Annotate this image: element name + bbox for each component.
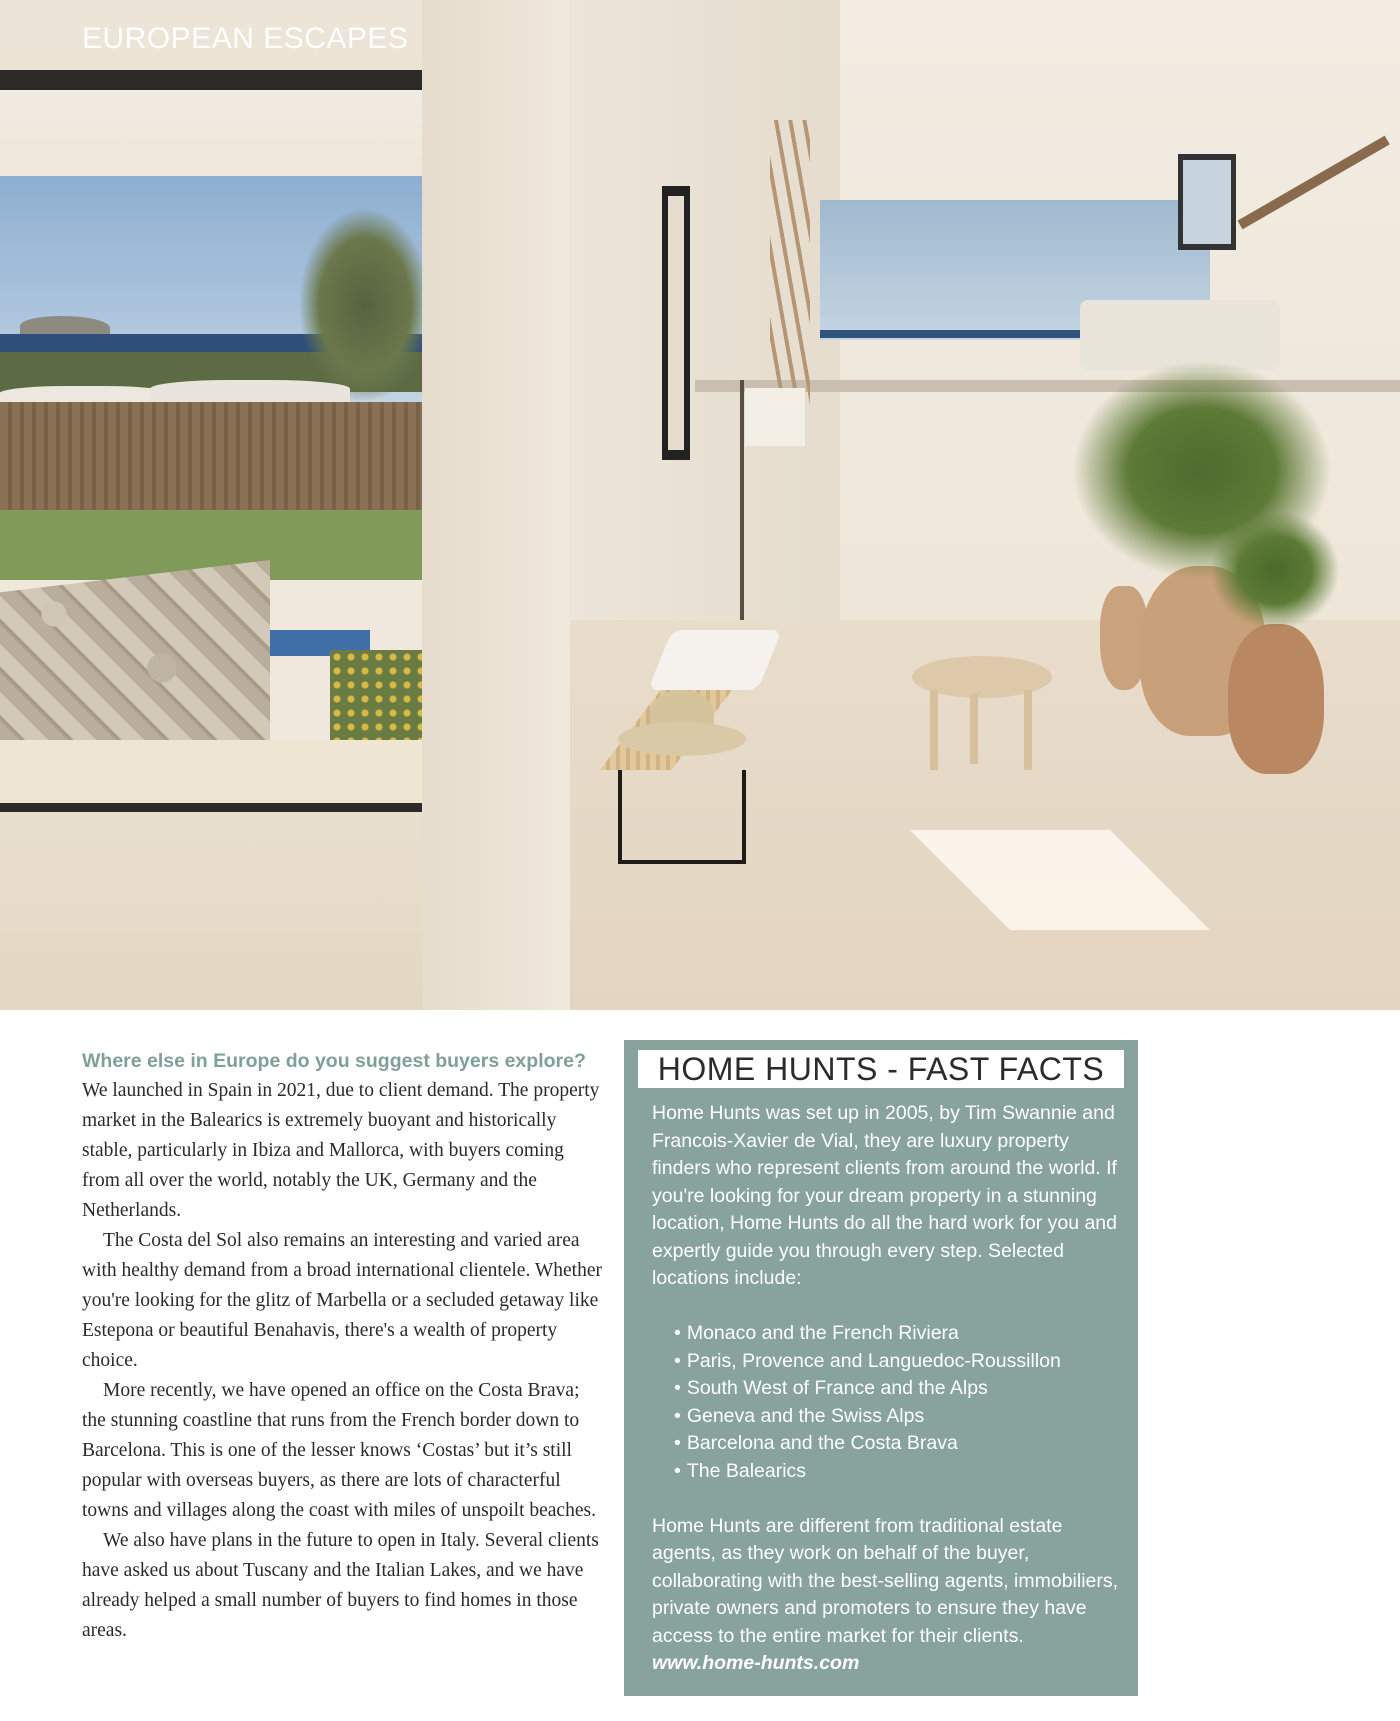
fast-facts-intro: Home Hunts was set up in 2005, by Tim Swannie and Francois-Xavier de Vial, they are luxury property finders who represent clients from around the world. If you're looking for your dream property in a stunning location, Home Hunts do all the hard work for you and expertly guide you through every step. Selected locations include: [652, 1102, 1118, 1289]
fast-facts-title: HOME HUNTS - FAST FACTS [638, 1050, 1124, 1088]
window-view [0, 90, 422, 803]
bench-legs [618, 770, 746, 864]
section-label: EUROPEAN ESCAPES [82, 22, 409, 55]
article-paragraph: More recently, we have opened an office on the Costa Brava; the stunning coastline that runs from the French border down to Barcelona. This is one of the lesser knows ‘Costas’ but it’s still popular with overseas buyers, as there are lots of characterful towns and villages along the coast with miles of unspoilt beaches. [82, 1380, 596, 1521]
terrace [0, 740, 422, 803]
location-item: • The Balearics [674, 1458, 1130, 1486]
planter [1228, 624, 1324, 774]
article-paragraph: We also have plans in the future to open in Italy. Several clients have asked us about Tuscany and the Italian Lakes, and we have already helped a small number of buyers to find homes in those areas. [82, 1530, 599, 1641]
stone-wall [0, 560, 270, 740]
picture [1183, 160, 1231, 244]
parasol [150, 380, 350, 402]
pillar [422, 0, 570, 1010]
table-leg [970, 694, 978, 764]
wall-frame-inner [668, 196, 684, 450]
table-leg [930, 690, 938, 770]
location-item: • Paris, Provence and Languedoc-Roussillon [674, 1348, 1130, 1376]
fast-facts-box [624, 1040, 1138, 1696]
table-leg [1024, 690, 1032, 770]
floor-lamp-shade [745, 388, 805, 446]
website-link[interactable]: www.home-hunts.com [652, 1652, 860, 1674]
article-paragraph: The Costa del Sol also remains an interesting and varied area with healthy demand from a broad international clientele. Whether you're looking for the glitz of Marbella or a secluded getaway like Estepona or beautiful Benahavis, there's a wealth of property choice. [82, 1230, 602, 1371]
fast-facts-outro: Home Hunts are different from traditional estate agents, as they work on behalf of the buyer, collaborating with the best-selling agents, immobiliers, private owners and promoters to ensure they have access to the entire market for their clients. [652, 1514, 1119, 1647]
straw-hat [618, 722, 746, 756]
flowers [330, 650, 422, 740]
interview-question: Where else in Europe do you suggest buyers explore? [82, 1050, 586, 1072]
location-item: • Barcelona and the Costa Brava [674, 1430, 1130, 1458]
wooden-fence [0, 402, 422, 512]
article-column [82, 1046, 602, 1646]
location-item: • Monaco and the French Riviera [674, 1320, 1130, 1348]
olive-tree [300, 210, 422, 400]
location-item: • South West of France and the Alps [674, 1375, 1130, 1403]
palm-plant [1210, 510, 1340, 630]
fast-facts-body [652, 1100, 1130, 1678]
location-item: • Geneva and the Swiss Alps [674, 1403, 1130, 1431]
article-paragraph: We launched in Spain in 2021, due to client demand. The property market in the Balearics is extremely buoyant and historically stable, particularly in Ibiza and Mallorca, with buyers coming from all over the world, notably the UK, Germany and the Netherlands. [82, 1080, 600, 1221]
coat-stand [770, 120, 810, 420]
locations-list [674, 1320, 1130, 1485]
